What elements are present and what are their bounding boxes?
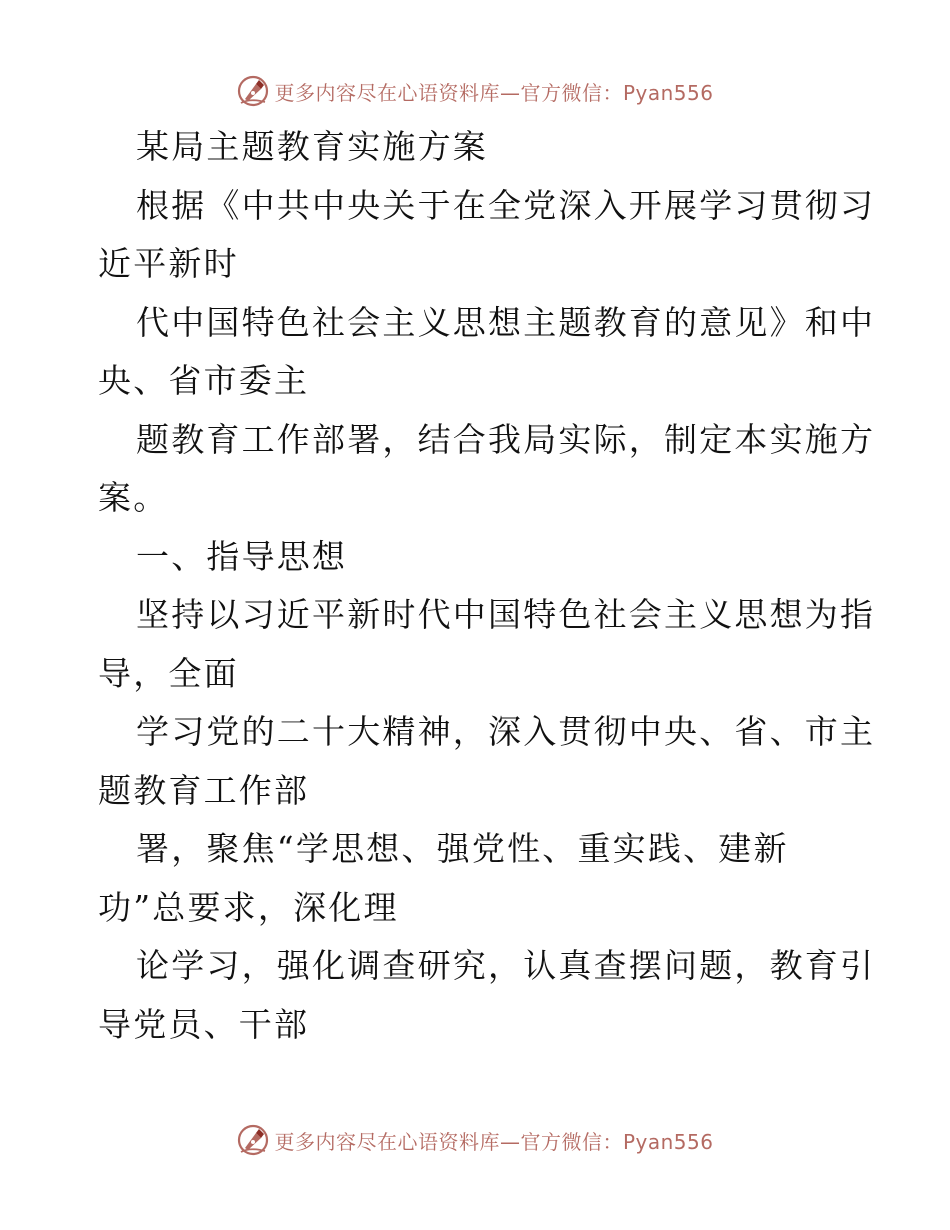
paragraph-line: 学习党的二十大精神，深入贯彻中央、省、市主 (136, 712, 876, 751)
paragraph-line: 坚持以习近平新时代中国特色社会主义思想为指 (136, 595, 876, 634)
pen-nib-logo-icon (236, 74, 270, 108)
watermark-text: 更多内容尽在心语资料库—官方微信：Pyan556 (274, 80, 714, 105)
paragraph-line: 题教育工作部署，结合我局实际，制定本实施方 (136, 419, 876, 459)
paragraph-line: 导党员、干部 (98, 1004, 310, 1044)
section-heading: 一、指导思想 (136, 536, 348, 576)
paragraph-line: 近平新时 (98, 244, 239, 283)
paragraph-line: 署，聚焦“学思想、强党性、重实践、建新 (136, 829, 789, 868)
document-title: 某局主题教育实施方案 (136, 127, 488, 166)
paragraph-line: 代中国特色社会主义思想主题教育的意见》和中 (136, 302, 876, 342)
pen-nib-logo-icon (236, 1123, 270, 1157)
watermark-text: 更多内容尽在心语资料库—官方微信：Pyan556 (274, 1129, 714, 1154)
paragraph-line: 央、省市委主 (98, 361, 310, 400)
paragraph-line: 根据《中共中央关于在全党深入开展学习贯彻习 (136, 185, 876, 225)
paragraph-line: 题教育工作部 (98, 770, 310, 810)
paragraph-line: 导，全面 (98, 653, 239, 693)
document-body (98, 118, 876, 1054)
paragraph-line: 功”总要求，深化理 (98, 887, 399, 927)
paragraph-line: 案。 (98, 478, 169, 517)
footer-watermark (0, 1120, 950, 1160)
paragraph-line: 论学习，强化调查研究，认真查摆问题，教育引 (136, 946, 876, 985)
header-watermark (0, 71, 950, 111)
